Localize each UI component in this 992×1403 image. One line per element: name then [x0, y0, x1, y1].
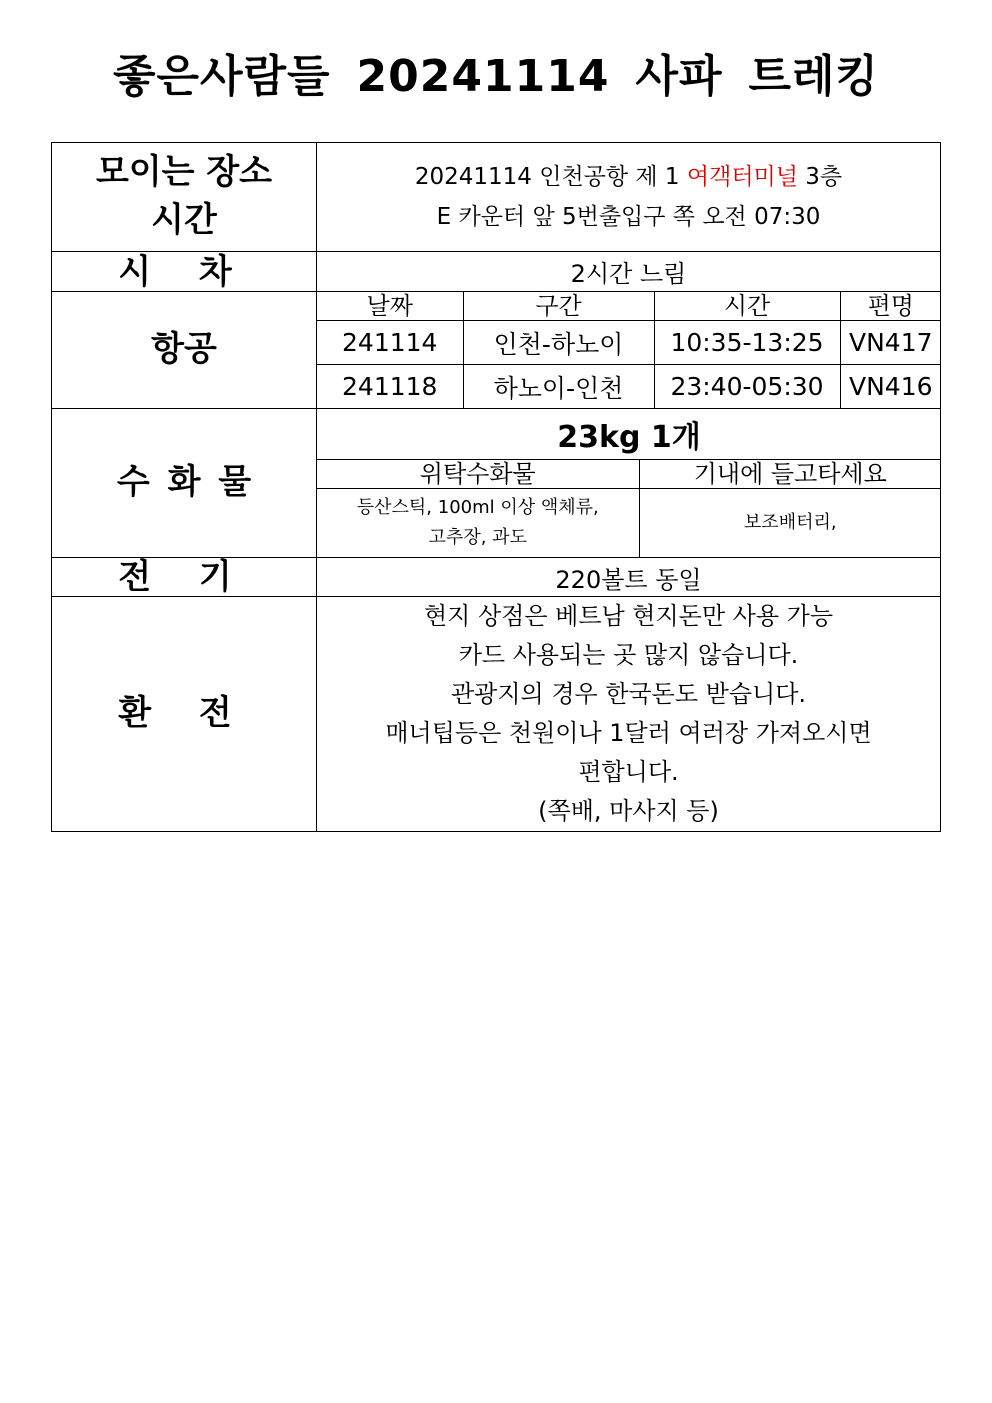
flight-route: 하노이-인천 — [463, 365, 654, 409]
checked-items-line1: 등산스틱, 100ml 이상 액체류, — [356, 497, 599, 518]
page-title — [0, 40, 992, 104]
electricity-row — [52, 558, 941, 597]
meeting-place-line — [317, 157, 940, 197]
meeting-row — [52, 143, 941, 252]
flight-header-time: 시간 — [654, 292, 840, 321]
meeting-place-prefix: 20241114 인천공항 제 1 — [414, 164, 687, 190]
flight-outbound-row — [317, 321, 941, 365]
baggage-table — [317, 409, 941, 557]
flight-table — [317, 292, 941, 408]
time-diff-label: 시 차 — [118, 251, 250, 292]
flight-label-cell — [52, 292, 317, 409]
baggage-weight: 23kg 1개 — [317, 409, 941, 460]
baggage-row — [52, 409, 941, 558]
electricity-label: 전 기 — [118, 556, 250, 597]
exchange-note: 매너팁등은 천원이나 1달러 여러장 가져오시면 — [385, 719, 872, 747]
flight-row — [52, 292, 941, 409]
time-diff-label-cell — [52, 252, 317, 292]
time-diff-value: 2시간 느림 — [317, 252, 941, 292]
title-activity: 트레킹 — [748, 51, 879, 102]
flight-number: VN416 — [840, 365, 941, 409]
electricity-label-cell — [52, 558, 317, 597]
title-destination: 사파 — [635, 51, 723, 102]
exchange-note: 현지 상점은 베트남 현지돈만 사용 가능 — [423, 602, 834, 630]
flight-time: 10:35-13:25 — [654, 321, 840, 365]
electricity-value: 220볼트 동일 — [317, 558, 941, 597]
meeting-place-suffix: 3층 — [797, 164, 843, 190]
meeting-time-line: E 카운터 앞 5번출입구 쪽 오전 07:30 — [436, 204, 821, 230]
flight-route: 인천-하노이 — [463, 321, 654, 365]
baggage-label: 수 화 물 — [116, 462, 252, 503]
exchange-note: 편합니다. — [578, 758, 679, 786]
baggage-header-row — [317, 460, 941, 489]
checked-baggage-header: 위탁수화물 — [317, 460, 639, 489]
flight-number: VN417 — [840, 321, 941, 365]
carryon-header: 기내에 들고타세요 — [639, 460, 941, 489]
exchange-label-cell — [52, 597, 317, 832]
exchange-row — [52, 597, 941, 832]
exchange-content-cell — [317, 597, 941, 832]
baggage-weight-row — [317, 409, 941, 460]
meeting-terminal-highlight: 여객터미널 — [686, 164, 798, 190]
flight-return-row — [317, 365, 941, 409]
flight-date: 241118 — [317, 365, 463, 409]
flight-time: 23:40-05:30 — [654, 365, 840, 409]
baggage-content-cell — [317, 409, 941, 558]
meeting-label-line1: 모이는 장소 — [95, 152, 273, 193]
checked-baggage-items — [317, 489, 639, 558]
flight-date: 241114 — [317, 321, 463, 365]
exchange-note: 관광지의 경우 한국돈도 받습니다. — [450, 680, 807, 708]
baggage-items-row — [317, 489, 941, 558]
flight-header-date: 날짜 — [317, 292, 463, 321]
flight-header-route: 구간 — [463, 292, 654, 321]
checked-items-line2: 고추장, 과도 — [428, 527, 527, 548]
flight-content-cell — [317, 292, 941, 409]
exchange-label: 환 전 — [118, 693, 250, 734]
carryon-items: 보조배터리, — [639, 489, 941, 558]
baggage-label-cell — [52, 409, 317, 558]
flight-header-number: 편명 — [840, 292, 941, 321]
title-group-name: 좋은사람들 — [113, 51, 331, 102]
flight-header-row — [317, 292, 941, 321]
meeting-content-cell — [317, 143, 941, 252]
title-date: 20241114 — [356, 51, 610, 102]
time-diff-row — [52, 252, 941, 292]
meeting-label-cell — [52, 143, 317, 252]
exchange-note: 카드 사용되는 곳 많지 않습니다. — [458, 641, 799, 669]
info-table — [51, 142, 941, 832]
flight-label: 항공 — [151, 329, 217, 370]
meeting-label-line2: 시간 — [151, 200, 217, 240]
exchange-note: (쪽배, 마사지 등) — [538, 797, 719, 825]
